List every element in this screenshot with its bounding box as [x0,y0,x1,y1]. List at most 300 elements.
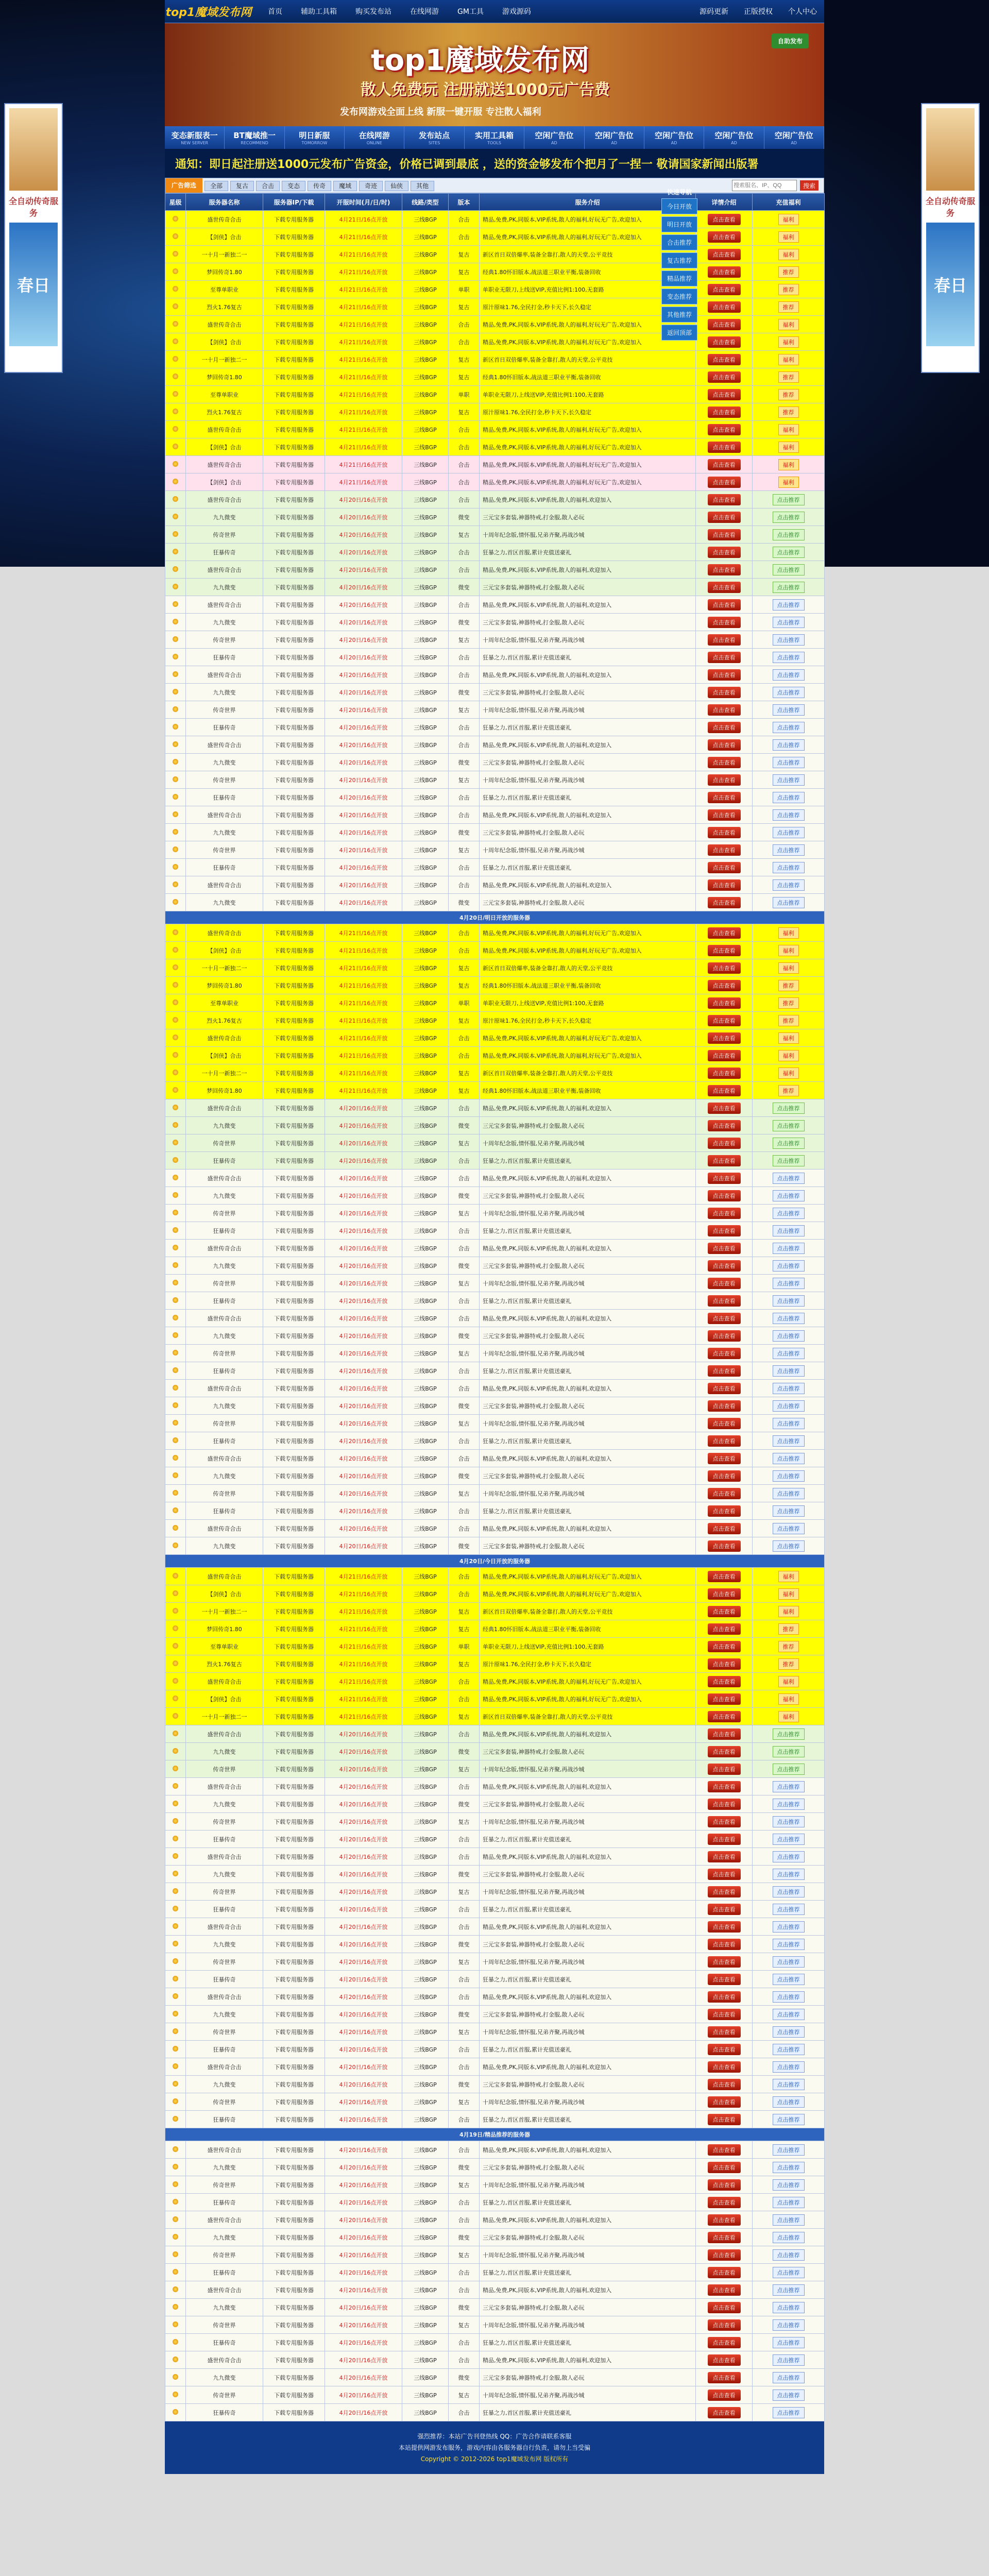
category-item[interactable] [524,126,584,149]
detail-button[interactable]: 点击查看 [708,494,741,505]
server-name[interactable]: 一十月一新独二一 [186,351,263,368]
recharge-tag[interactable]: 点击推荐 [773,2114,805,2125]
server-name[interactable]: 传奇世界 [186,2246,263,2264]
recharge-tag[interactable]: 点击推荐 [773,1523,805,1534]
server-ip[interactable]: 下载专用服务器 [263,263,325,281]
nav-link-3[interactable]: 在线网游 [410,8,439,16]
server-ip[interactable]: 下载专用服务器 [263,1397,325,1415]
server-ip[interactable]: 下载专用服务器 [263,2211,325,2229]
server-ip[interactable]: 下载专用服务器 [263,1380,325,1397]
server-ip[interactable]: 下载专用服务器 [263,1222,325,1240]
server-name[interactable]: 梦回传奇1.80 [186,263,263,281]
recharge-tag[interactable]: 点击推荐 [773,1278,805,1289]
server-name[interactable]: 一十月一新独二一 [186,1708,263,1725]
server-ip[interactable]: 下载专用服务器 [263,1415,325,1432]
recharge-tag[interactable]: 福利 [778,1676,799,1687]
server-name[interactable]: 狂暴传奇 [186,544,263,561]
recharge-tag[interactable]: 点击推荐 [773,1453,805,1464]
recharge-tag[interactable]: 点击推荐 [773,2232,805,2243]
server-ip[interactable]: 下载专用服务器 [263,1760,325,1778]
recharge-tag[interactable]: 推荐 [778,1658,799,1670]
server-name[interactable]: 一十月一新独二一 [186,246,263,263]
server-ip[interactable]: 下载专用服务器 [263,701,325,719]
server-name[interactable]: 传奇世界 [186,841,263,859]
detail-button[interactable]: 点击查看 [708,2372,741,2383]
server-name[interactable]: 【剑侠】合击 [186,473,263,491]
server-ip[interactable]: 下载专用服务器 [263,1082,325,1099]
server-name[interactable]: 梦回传奇1.80 [186,977,263,994]
recharge-tag[interactable]: 推荐 [778,1085,799,1096]
recharge-tag[interactable]: 点击推荐 [773,827,805,838]
server-ip[interactable]: 下载专用服务器 [263,333,325,351]
server-ip[interactable]: 下载专用服务器 [263,684,325,701]
detail-button[interactable]: 点击查看 [708,2061,741,2073]
detail-button[interactable]: 点击查看 [708,2009,741,2020]
detail-button[interactable]: 点击查看 [708,945,741,956]
server-name[interactable]: 盛世传奇合击 [186,2058,263,2076]
server-ip[interactable]: 下载专用服务器 [263,859,325,876]
server-name[interactable]: 盛世传奇合击 [186,2141,263,2159]
server-ip[interactable]: 下载专用服务器 [263,1450,325,1467]
detail-button[interactable]: 点击查看 [708,1728,741,1740]
server-name[interactable]: 【剑侠】合击 [186,228,263,246]
detail-button[interactable]: 点击查看 [708,1225,741,1236]
server-ip[interactable]: 下载专用服务器 [263,1502,325,1520]
search-input[interactable] [732,180,797,191]
recharge-tag[interactable]: 福利 [778,1588,799,1600]
category-item[interactable] [225,126,284,149]
server-ip[interactable]: 下载专用服务器 [263,211,325,228]
recharge-tag[interactable]: 点击推荐 [773,2044,805,2055]
server-name[interactable]: 烈火1.76复古 [186,298,263,316]
server-name[interactable]: 至尊单职业 [186,1638,263,1655]
right-side-ad[interactable] [921,103,980,373]
recharge-tag[interactable]: 点击推荐 [773,1295,805,1307]
server-name[interactable]: 九九微变 [186,2076,263,2093]
detail-button[interactable]: 点击查看 [708,2026,741,2038]
server-name[interactable]: 盛世传奇合击 [186,2351,263,2369]
recharge-tag[interactable]: 点击推荐 [773,1540,805,1552]
detail-button[interactable]: 点击查看 [708,617,741,628]
detail-button[interactable]: 点击查看 [708,1190,741,1201]
server-name[interactable]: 【剑侠】合击 [186,333,263,351]
server-name[interactable]: 盛世传奇合击 [186,491,263,509]
detail-button[interactable]: 点击查看 [708,2407,741,2418]
server-ip[interactable]: 下载专用服务器 [263,351,325,368]
recharge-tag[interactable]: 点击推荐 [773,2354,805,2366]
server-ip[interactable]: 下载专用服务器 [263,1362,325,1380]
recharge-tag[interactable]: 点击推荐 [773,2179,805,2191]
recharge-tag[interactable]: 点击推荐 [773,1488,805,1499]
server-name[interactable]: 九九微变 [186,1327,263,1345]
server-name[interactable]: 九九微变 [186,1397,263,1415]
server-ip[interactable]: 下载专用服务器 [263,1655,325,1673]
server-name[interactable]: 盛世传奇合击 [186,456,263,473]
server-ip[interactable]: 下载专用服务器 [263,924,325,942]
server-name[interactable]: 盛世传奇合击 [186,1450,263,1467]
nav-right-link-1[interactable]: 正版授权 [744,8,773,16]
server-ip[interactable]: 下载专用服务器 [263,2176,325,2194]
detail-button[interactable]: 点击查看 [708,477,741,488]
recharge-tag[interactable]: 点击推荐 [773,2214,805,2226]
server-name[interactable]: 盛世传奇合击 [186,876,263,894]
category-item[interactable] [764,126,824,149]
recharge-tag[interactable]: 点击推荐 [773,1383,805,1394]
recharge-tag[interactable]: 福利 [778,459,799,470]
detail-button[interactable]: 点击查看 [708,1904,741,1915]
recharge-tag[interactable]: 点击推荐 [773,1260,805,1272]
detail-button[interactable]: 点击查看 [708,319,741,330]
detail-button[interactable]: 点击查看 [708,336,741,348]
detail-button[interactable]: 点击查看 [708,582,741,593]
server-ip[interactable]: 下载专用服务器 [263,1708,325,1725]
server-ip[interactable]: 下载专用服务器 [263,316,325,333]
server-ip[interactable]: 下载专用服务器 [263,438,325,456]
detail-button[interactable]: 点击查看 [708,284,741,295]
recharge-tag[interactable]: 点击推荐 [773,2337,805,2348]
detail-button[interactable]: 点击查看 [708,1138,741,1149]
server-name[interactable]: 九九微变 [186,614,263,631]
server-name[interactable]: 传奇世界 [186,2316,263,2334]
server-name[interactable]: 盛世传奇合击 [186,806,263,824]
server-ip[interactable]: 下载专用服务器 [263,1603,325,1620]
server-ip[interactable]: 下载专用服务器 [263,719,325,736]
detail-button[interactable]: 点击查看 [708,2044,741,2055]
detail-button[interactable]: 点击查看 [708,1278,741,1289]
server-name[interactable]: 盛世传奇合击 [186,1310,263,1327]
recharge-tag[interactable]: 点击推荐 [773,1243,805,1254]
recharge-tag[interactable]: 福利 [778,1050,799,1061]
server-name[interactable]: 九九微变 [186,2369,263,2386]
detail-button[interactable]: 点击查看 [708,1764,741,1775]
server-name[interactable]: 狂暴传奇 [186,1831,263,1848]
server-name[interactable]: 传奇世界 [186,2386,263,2404]
recharge-tag[interactable]: 点击推荐 [773,1834,805,1845]
recharge-tag[interactable]: 点击推荐 [773,1746,805,1757]
detail-button[interactable]: 点击查看 [708,634,741,646]
detail-button[interactable]: 点击查看 [708,1208,741,1219]
server-name[interactable]: 传奇世界 [186,1485,263,1502]
detail-button[interactable]: 点击查看 [708,1623,741,1635]
server-name[interactable]: 狂暴传奇 [186,2404,263,2421]
detail-button[interactable]: 点击查看 [708,669,741,681]
server-name[interactable]: 九九微变 [186,1187,263,1205]
detail-button[interactable]: 点击查看 [708,2389,741,2401]
server-ip[interactable]: 下载专用服务器 [263,2159,325,2176]
server-ip[interactable]: 下载专用服务器 [263,1953,325,1971]
recharge-tag[interactable]: 点击推荐 [773,1974,805,1985]
server-ip[interactable]: 下载专用服务器 [263,614,325,631]
server-ip[interactable]: 下载专用服务器 [263,561,325,579]
recharge-tag[interactable]: 推荐 [778,301,799,313]
detail-button[interactable]: 点击查看 [708,687,741,698]
recharge-tag[interactable]: 点击推荐 [773,2162,805,2173]
detail-button[interactable]: 点击查看 [708,1418,741,1429]
detail-button[interactable]: 点击查看 [708,1711,741,1722]
recharge-tag[interactable]: 福利 [778,477,799,488]
detail-button[interactable]: 点击查看 [708,1453,741,1464]
server-ip[interactable]: 下载专用服务器 [263,1064,325,1082]
recharge-tag[interactable]: 点击推荐 [773,617,805,628]
server-name[interactable]: 九九微变 [186,2299,263,2316]
recharge-tag[interactable]: 推荐 [778,389,799,400]
recharge-tag[interactable]: 点击推荐 [773,1120,805,1131]
server-ip[interactable]: 下载专用服务器 [263,2281,325,2299]
recharge-tag[interactable]: 点击推荐 [773,1155,805,1166]
server-name[interactable]: 【剑侠】合击 [186,1690,263,1708]
server-ip[interactable]: 下载专用服务器 [263,1520,325,1537]
detail-button[interactable]: 点击查看 [708,2232,741,2243]
detail-button[interactable]: 点击查看 [708,2079,741,2090]
server-name[interactable]: 狂暴传奇 [186,1152,263,1170]
recharge-tag[interactable]: 点击推荐 [773,2372,805,2383]
detail-button[interactable]: 点击查看 [708,1313,741,1324]
filter-tab[interactable]: 复古 [230,181,254,191]
filter-tab[interactable]: 合击 [256,181,280,191]
server-name[interactable]: 梦回传奇1.80 [186,368,263,386]
recharge-tag[interactable]: 点击推荐 [773,512,805,523]
server-ip[interactable]: 下载专用服务器 [263,1883,325,1901]
detail-button[interactable]: 点击查看 [708,704,741,716]
nav-link-0[interactable]: 首页 [268,8,282,16]
detail-button[interactable]: 点击查看 [708,1032,741,1044]
filter-tab[interactable]: 变态 [282,181,305,191]
recharge-tag[interactable]: 点击推荐 [773,1330,805,1342]
server-name[interactable]: 九九微变 [186,894,263,911]
recharge-tag[interactable]: 点击推荐 [773,1435,805,1447]
detail-button[interactable]: 点击查看 [708,1348,741,1359]
recharge-tag[interactable]: 福利 [778,1711,799,1722]
detail-button[interactable]: 点击查看 [708,2337,741,2348]
server-name[interactable]: 传奇世界 [186,2176,263,2194]
detail-button[interactable]: 点击查看 [708,774,741,786]
recharge-tag[interactable]: 推荐 [778,980,799,991]
server-name[interactable]: 盛世传奇合击 [186,561,263,579]
recharge-tag[interactable]: 点击推荐 [773,2197,805,2208]
recharge-tag[interactable]: 点击推荐 [773,1138,805,1149]
detail-button[interactable]: 点击查看 [708,2114,741,2125]
server-name[interactable]: 梦回传奇1.80 [186,1082,263,1099]
server-name[interactable]: 盛世传奇合击 [186,596,263,614]
recharge-tag[interactable]: 福利 [778,354,799,365]
server-name[interactable]: 狂暴传奇 [186,719,263,736]
detail-button[interactable]: 点击查看 [708,2144,741,2156]
detail-button[interactable]: 点击查看 [708,1383,741,1394]
detail-button[interactable]: 点击查看 [708,389,741,400]
server-name[interactable]: 九九微变 [186,1795,263,1813]
recharge-tag[interactable]: 点击推荐 [773,2079,805,2090]
recharge-tag[interactable]: 推荐 [778,1623,799,1635]
sidebar-item[interactable]: 明日开放 [661,216,697,232]
server-ip[interactable]: 下载专用服务器 [263,1327,325,1345]
nav-link-2[interactable]: 购买发布站 [355,8,391,16]
detail-button[interactable]: 点击查看 [708,1050,741,1061]
sidebar-item[interactable]: 变态推荐 [661,289,697,304]
detail-button[interactable]: 点击查看 [708,2096,741,2108]
recharge-tag[interactable]: 福利 [778,945,799,956]
server-ip[interactable]: 下载专用服务器 [263,876,325,894]
server-name[interactable]: 【剑侠】合击 [186,1047,263,1064]
server-ip[interactable]: 下载专用服务器 [263,1537,325,1555]
detail-button[interactable]: 点击查看 [708,1834,741,1845]
detail-button[interactable]: 点击查看 [708,1400,741,1412]
sidebar-item[interactable]: 今日开放 [661,198,697,214]
recharge-tag[interactable]: 点击推荐 [773,599,805,611]
server-name[interactable]: 九九微变 [186,824,263,841]
server-name[interactable]: 狂暴传奇 [186,859,263,876]
server-ip[interactable]: 下载专用服务器 [263,1117,325,1134]
server-ip[interactable]: 下载专用服务器 [263,473,325,491]
detail-button[interactable]: 点击查看 [708,1260,741,1272]
recharge-tag[interactable]: 点击推荐 [773,2319,805,2331]
detail-button[interactable]: 点击查看 [708,1606,741,1617]
detail-button[interactable]: 点击查看 [708,844,741,856]
recharge-tag[interactable]: 推荐 [778,266,799,278]
server-ip[interactable]: 下载专用服务器 [263,2316,325,2334]
recharge-tag[interactable]: 点击推荐 [773,879,805,891]
recharge-tag[interactable]: 点击推荐 [773,897,805,908]
server-ip[interactable]: 下载专用服务器 [263,994,325,1012]
recharge-tag[interactable]: 点击推荐 [773,1225,805,1236]
detail-button[interactable]: 点击查看 [708,2179,741,2191]
server-name[interactable]: 盛世传奇合击 [186,421,263,438]
server-ip[interactable]: 下载专用服务器 [263,2058,325,2076]
server-name[interactable]: 传奇世界 [186,1275,263,1292]
server-name[interactable]: 传奇世界 [186,771,263,789]
server-name[interactable]: 狂暴传奇 [186,2111,263,2128]
server-name[interactable]: 【剑侠】合击 [186,1585,263,1603]
detail-button[interactable]: 点击查看 [708,809,741,821]
server-ip[interactable]: 下载专用服务器 [263,298,325,316]
server-name[interactable]: 九九微变 [186,1866,263,1883]
server-ip[interactable]: 下载专用服务器 [263,2023,325,2041]
detail-button[interactable]: 点击查看 [708,249,741,260]
server-ip[interactable]: 下载专用服务器 [263,1936,325,1953]
detail-button[interactable]: 点击查看 [708,459,741,470]
filter-tab[interactable]: 魔域 [333,181,357,191]
server-ip[interactable]: 下载专用服务器 [263,2386,325,2404]
filter-tab[interactable]: 奇迹 [359,181,383,191]
recharge-tag[interactable]: 点击推荐 [773,687,805,698]
detail-button[interactable]: 点击查看 [708,1365,741,1377]
server-ip[interactable]: 下载专用服务器 [263,2093,325,2111]
server-name[interactable]: 盛世传奇合击 [186,736,263,754]
server-ip[interactable]: 下载专用服务器 [263,1918,325,1936]
detail-button[interactable]: 点击查看 [708,980,741,991]
recharge-tag[interactable]: 点击推荐 [773,2267,805,2278]
detail-button[interactable]: 点击查看 [708,1488,741,1499]
detail-button[interactable]: 点击查看 [708,997,741,1009]
server-ip[interactable]: 下载专用服务器 [263,386,325,403]
detail-button[interactable]: 点击查看 [708,1658,741,1670]
detail-button[interactable]: 点击查看 [708,2354,741,2366]
category-item[interactable] [285,126,345,149]
detail-button[interactable]: 点击查看 [708,1693,741,1705]
server-ip[interactable]: 下载专用服务器 [263,246,325,263]
detail-button[interactable]: 点击查看 [708,2284,741,2296]
server-ip[interactable]: 下载专用服务器 [263,1866,325,1883]
server-name[interactable]: 九九微变 [186,1257,263,1275]
server-name[interactable]: 传奇世界 [186,701,263,719]
server-ip[interactable]: 下载专用服务器 [263,1310,325,1327]
filter-tab[interactable]: 仙侠 [385,181,408,191]
detail-button[interactable]: 点击查看 [708,2319,741,2331]
server-ip[interactable]: 下载专用服务器 [263,841,325,859]
detail-button[interactable]: 点击查看 [708,1085,741,1096]
server-ip[interactable]: 下载专用服务器 [263,1432,325,1450]
recharge-tag[interactable]: 点击推荐 [773,862,805,873]
detail-button[interactable]: 点击查看 [708,1641,741,1652]
recharge-tag[interactable]: 点击推荐 [773,1939,805,1950]
nav-link-1[interactable]: 辅助工具箱 [301,8,337,16]
hero-banner[interactable] [165,23,824,126]
recharge-tag[interactable]: 福利 [778,1032,799,1044]
detail-button[interactable]: 点击查看 [708,1067,741,1079]
server-name[interactable]: 狂暴传奇 [186,1222,263,1240]
recharge-tag[interactable]: 福利 [778,424,799,435]
recharge-tag[interactable]: 福利 [778,214,799,225]
detail-button[interactable]: 点击查看 [708,1173,741,1184]
server-ip[interactable]: 下载专用服务器 [263,2076,325,2093]
recharge-tag[interactable]: 点击推荐 [773,1400,805,1412]
detail-button[interactable]: 点击查看 [708,424,741,435]
recharge-tag[interactable]: 点击推荐 [773,1173,805,1184]
detail-button[interactable]: 点击查看 [708,1470,741,1482]
server-ip[interactable]: 下载专用服务器 [263,281,325,298]
detail-button[interactable]: 点击查看 [708,2214,741,2226]
server-ip[interactable]: 下载专用服务器 [263,403,325,421]
server-ip[interactable]: 下载专用服务器 [263,1988,325,2006]
server-ip[interactable]: 下载专用服务器 [263,1012,325,1029]
detail-button[interactable]: 点击查看 [708,1676,741,1687]
detail-button[interactable]: 点击查看 [708,927,741,939]
server-name[interactable]: 盛世传奇合击 [186,2211,263,2229]
detail-button[interactable]: 点击查看 [708,1816,741,1827]
detail-button[interactable]: 点击查看 [708,1330,741,1342]
detail-button[interactable]: 点击查看 [708,879,741,891]
detail-button[interactable]: 点击查看 [708,962,741,974]
server-name[interactable]: 狂暴传奇 [186,2264,263,2281]
server-name[interactable]: 盛世传奇合击 [186,924,263,942]
detail-button[interactable]: 点击查看 [708,2162,741,2173]
recharge-tag[interactable]: 点击推荐 [773,2026,805,2038]
server-name[interactable]: 传奇世界 [186,1883,263,1901]
server-ip[interactable]: 下载专用服务器 [263,596,325,614]
category-item[interactable] [165,126,225,149]
server-ip[interactable]: 下载专用服务器 [263,789,325,806]
recharge-tag[interactable]: 点击推荐 [773,792,805,803]
detail-button[interactable]: 点击查看 [708,2197,741,2208]
detail-button[interactable]: 点击查看 [708,1974,741,1985]
server-ip[interactable]: 下载专用服务器 [263,1240,325,1257]
server-name[interactable]: 【剑侠】合击 [186,942,263,959]
server-ip[interactable]: 下载专用服务器 [263,2141,325,2159]
detail-button[interactable]: 点击查看 [708,214,741,225]
server-ip[interactable]: 下载专用服务器 [263,2111,325,2128]
server-name[interactable]: 盛世传奇合击 [186,1568,263,1585]
detail-button[interactable]: 点击查看 [708,1243,741,1254]
recharge-tag[interactable]: 推荐 [778,284,799,295]
detail-button[interactable]: 点击查看 [708,1120,741,1131]
recharge-tag[interactable]: 点击推荐 [773,669,805,681]
sidebar-item[interactable]: 其他推荐 [661,307,697,323]
recharge-tag[interactable]: 福利 [778,1067,799,1079]
server-ip[interactable]: 下载专用服务器 [263,1029,325,1047]
server-name[interactable]: 盛世传奇合击 [186,1380,263,1397]
server-ip[interactable]: 下载专用服务器 [263,2041,325,2058]
category-item[interactable] [704,126,764,149]
recharge-tag[interactable]: 点击推荐 [773,2284,805,2296]
